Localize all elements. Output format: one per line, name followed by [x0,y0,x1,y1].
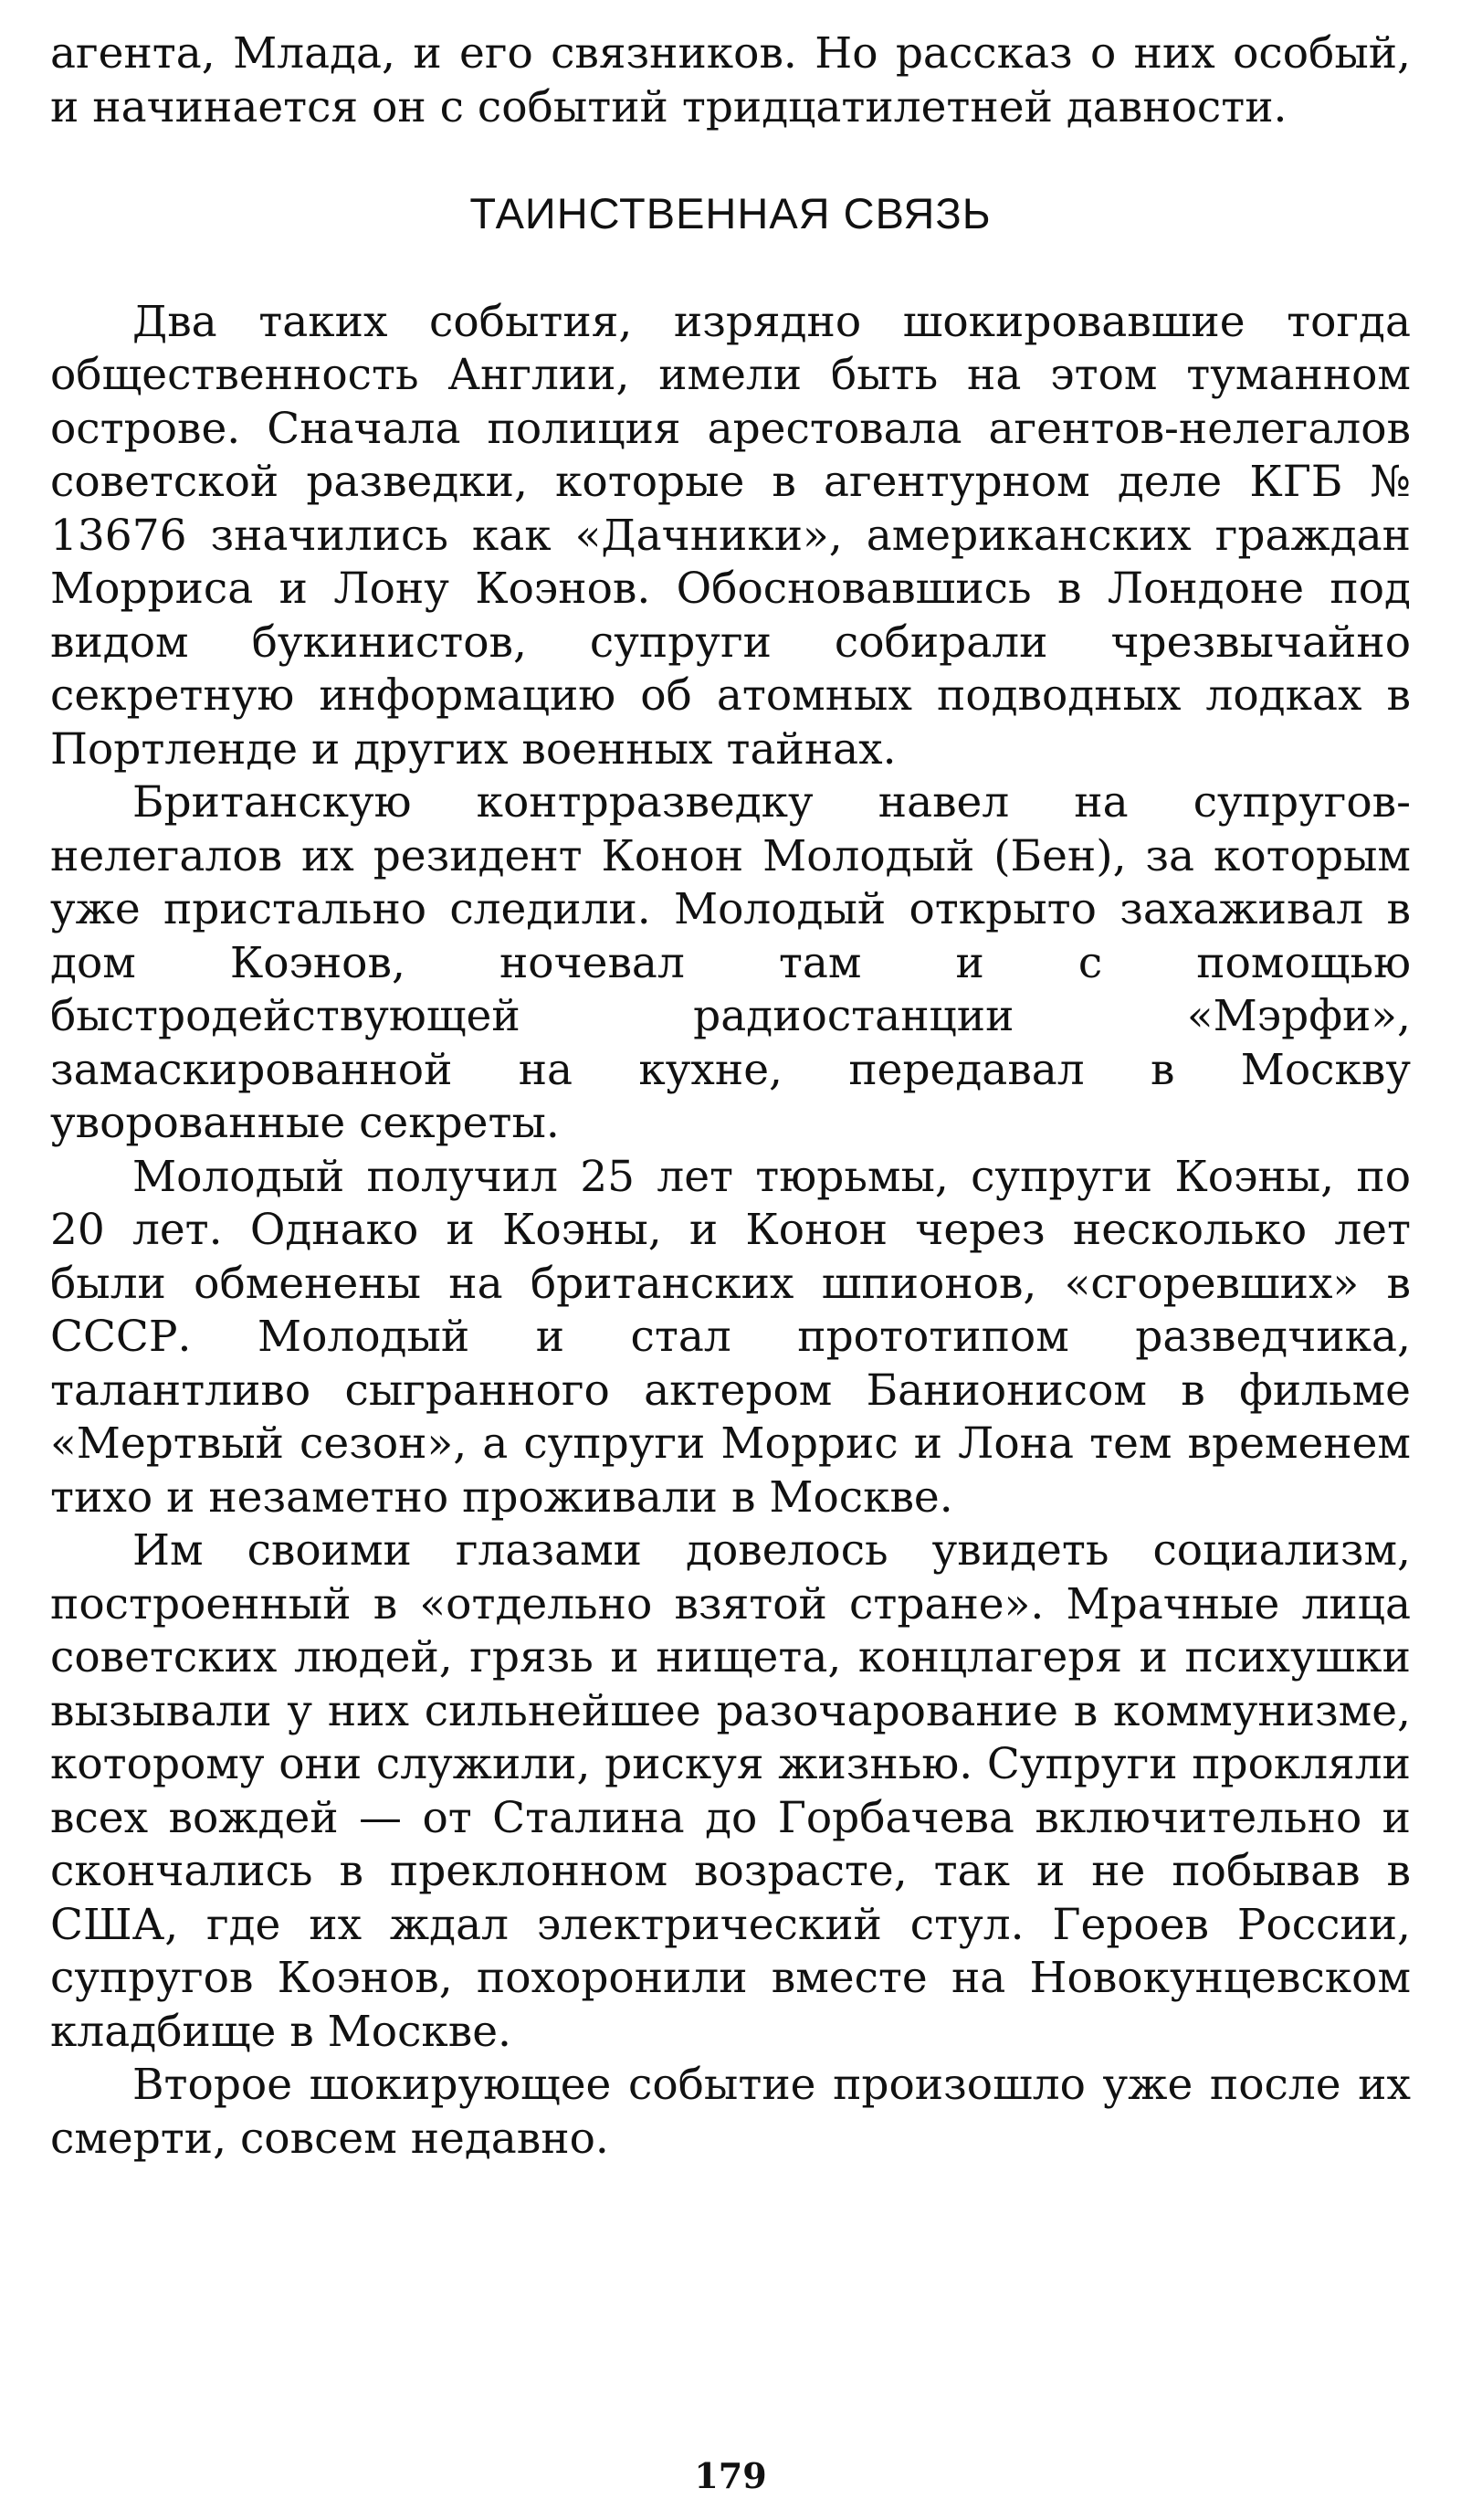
paragraph-3: Молодый получил 25 лет тюрьмы, супруги Коэны, по 20 лет. Однако и Коэны, и Конон через несколько лет были обменены на британских шпионов, «сгоревших» в СССР. Молодый и стал прототипом разведчика, талантливо сыгранного актером Банионисом в фильме «Мертвый сезон», а супруги Моррис и Лона тем временем тихо и незаметно проживали в Москве. [50,1151,1411,1523]
paragraph-2: Британскую контрразведку навел на супругов-нелегалов их резидент Конон Молодый (Бен), за которым уже пристально следили. Молодый открыто захаживал в дом Коэнов, ночевал там и с помощью быстродействующей радиостанции «Мэрфи», замаскированной на кухне, передавал в Москву уворованные секреты. [50,777,1411,1148]
paragraph-5: Второе шокирующее событие произошло уже после их смерти, совсем недавно. [50,2060,1411,2164]
section-heading: ТАИНСТВЕННАЯ СВЯЗЬ [469,189,992,237]
paragraph-1: Два таких события, изрядно шокировавшие тогда общественность Англии, имели быть на этом туманном острове. Сначала полиция арестовала агентов-нелегалов советской разведки, которые в агентурном деле КГБ № 13676 значились как «Дачники», американских граждан Морриса и Лону Коэнов. Обосновавшись в Лондоне под видом букинистов, супруги собирали чрезвычайно секретную информацию об атомных подводных лодках в Портленде и других военных тайнах. [50,296,1411,775]
paragraph-4: Им своими глазами довелось увидеть социализм, построенный в «отдельно взятой стране». Мрачные лица советских людей, грязь и нищета, концлагеря и психушки вызывали у них сильнейшее разочарование в коммунизме, которому они служили, рискуя жизнью. Супруги прокляли всех вождей — от Сталина до Горбачева включительно и скончались в преклонном возрасте, так и не побывав в США, где их ждал электрический стул. Героев России, супругов Коэнов, похоронили вместе на Новокунцевском кладбище в Москве. [50,1525,1411,2057]
page-body [50,27,1411,2166]
page-number: 179 [694,2455,767,2496]
paragraph-continued: агента, Млада, и его связников. Но рассказ о них особый, и начинается он с событий тридцатилетней давности. [50,28,1411,132]
